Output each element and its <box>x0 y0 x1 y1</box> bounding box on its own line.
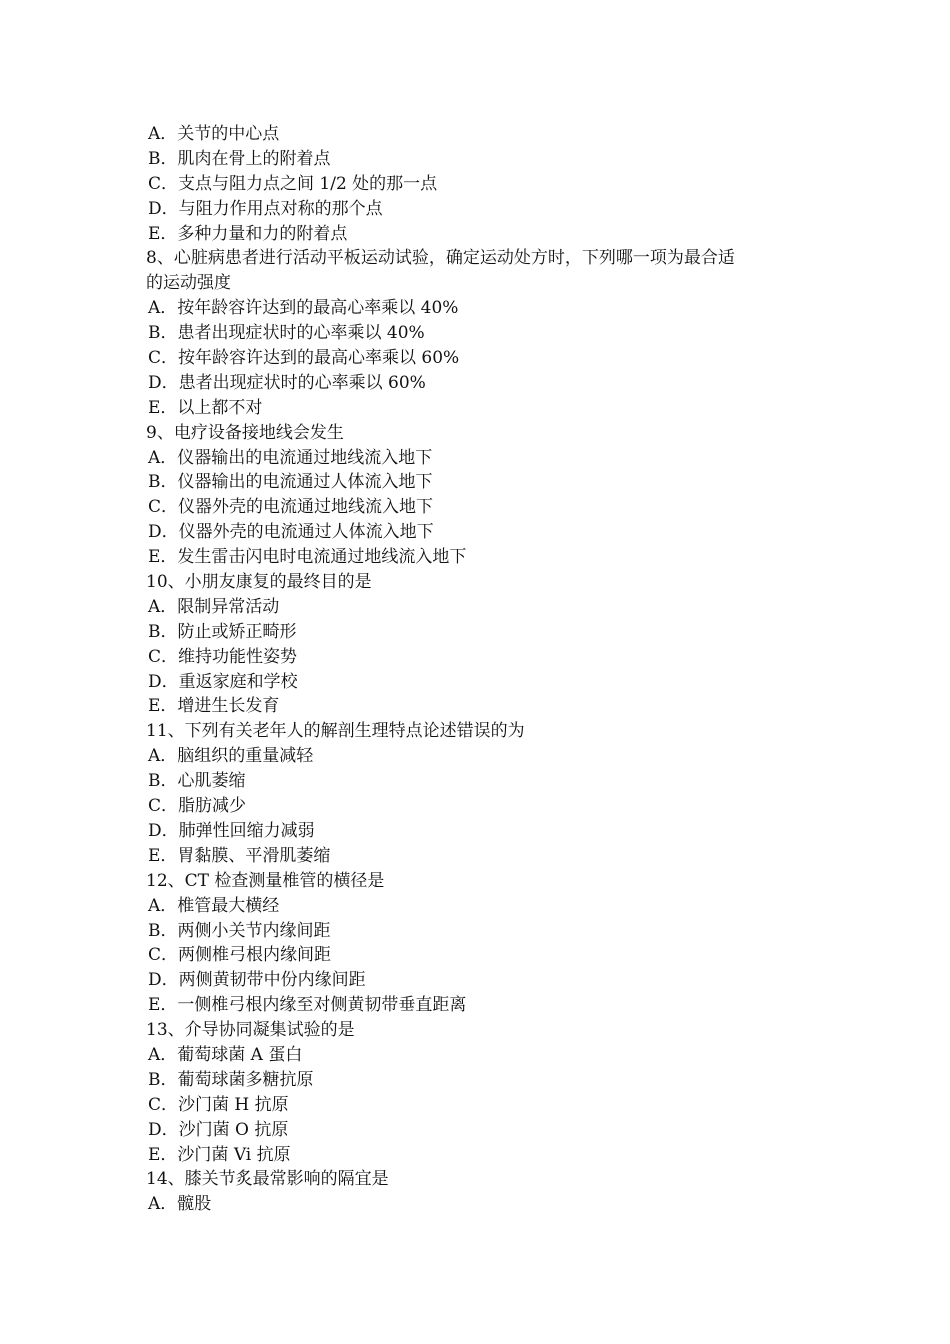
answer-option: D．仪器外壳的电流通过人体流入地下 <box>148 522 434 543</box>
answer-option: E．以上都不对 <box>148 397 263 418</box>
answer-option: D．重返家庭和学校 <box>148 671 298 692</box>
question-text: 12、CT 检查测量椎管的横径是 <box>146 870 385 891</box>
answer-option: D．与阻力作用点对称的那个点 <box>148 198 383 219</box>
answer-option: E．沙门菌 Vi 抗原 <box>148 1144 291 1165</box>
answer-option: E．一侧椎弓根内缘至对侧黄韧带垂直距离 <box>148 995 467 1016</box>
answer-option: B．防止或矫正畸形 <box>148 621 297 642</box>
question-text: 11、下列有关老年人的解剖生理特点论述错误的为 <box>146 721 525 742</box>
answer-option: C．支点与阻力点之间 1/2 处的那一点 <box>148 173 438 194</box>
answer-option: B．患者出现症状时的心率乘以 40% <box>148 323 425 344</box>
answer-option: D．沙门菌 O 抗原 <box>148 1119 289 1140</box>
answer-option: A．限制异常活动 <box>148 596 280 617</box>
answer-option: E．胃黏膜、平滑肌萎缩 <box>148 845 331 866</box>
answer-option: C．按年龄容许达到的最高心率乘以 60% <box>148 348 460 369</box>
answer-option: B．心肌萎缩 <box>148 771 246 792</box>
question-text: 9、电疗设备接地线会发生 <box>146 422 344 443</box>
answer-option: A．葡萄球菌 A 蛋白 <box>148 1044 303 1065</box>
answer-option: D．两侧黄韧带中份内缘间距 <box>148 970 366 991</box>
answer-option: E．多种力量和力的附着点 <box>148 223 348 244</box>
question-text: 的运动强度 <box>146 273 231 294</box>
question-text: 14、膝关节炙最常影响的隔宜是 <box>146 1169 389 1190</box>
question-text: 10、小朋友康复的最终目的是 <box>146 572 372 593</box>
answer-option: A．仪器输出的电流通过地线流入地下 <box>148 447 433 468</box>
answer-option: C．沙门菌 H 抗原 <box>148 1094 289 1115</box>
answer-option: A．髋股 <box>148 1194 212 1215</box>
answer-option: B．两侧小关节内缘间距 <box>148 920 331 941</box>
answer-option: C．脂肪减少 <box>148 796 247 817</box>
answer-option: D．患者出现症状时的心率乘以 60% <box>148 372 426 393</box>
answer-option: A．脑组织的重量减轻 <box>148 746 314 767</box>
answer-option: A．按年龄容许达到的最高心率乘以 40% <box>148 298 459 319</box>
answer-option: C．两侧椎弓根内缘间距 <box>148 945 332 966</box>
answer-option: C．维持功能性姿势 <box>148 646 298 667</box>
answer-option: E．发生雷击闪电时电流通过地线流入地下 <box>148 547 467 568</box>
answer-option: D．肺弹性回缩力减弱 <box>148 820 315 841</box>
answer-option: B．葡萄球菌多糖抗原 <box>148 1069 314 1090</box>
question-text: 13、介导协同凝集试验的是 <box>146 1020 355 1041</box>
answer-option: A．关节的中心点 <box>148 124 280 144</box>
answer-option: C．仪器外壳的电流通过地线流入地下 <box>148 497 434 518</box>
answer-option: A．椎管最大横经 <box>148 895 280 916</box>
question-text: 8、心脏病患者进行活动平板运动试验，确定运动处方时，下列哪一项为最合适 <box>146 248 735 269</box>
document-body <box>146 122 826 1217</box>
answer-option: B．仪器输出的电流通过人体流入地下 <box>148 472 433 493</box>
answer-option: B．肌肉在骨上的附着点 <box>148 148 331 169</box>
answer-option: E．增进生长发育 <box>148 696 280 717</box>
